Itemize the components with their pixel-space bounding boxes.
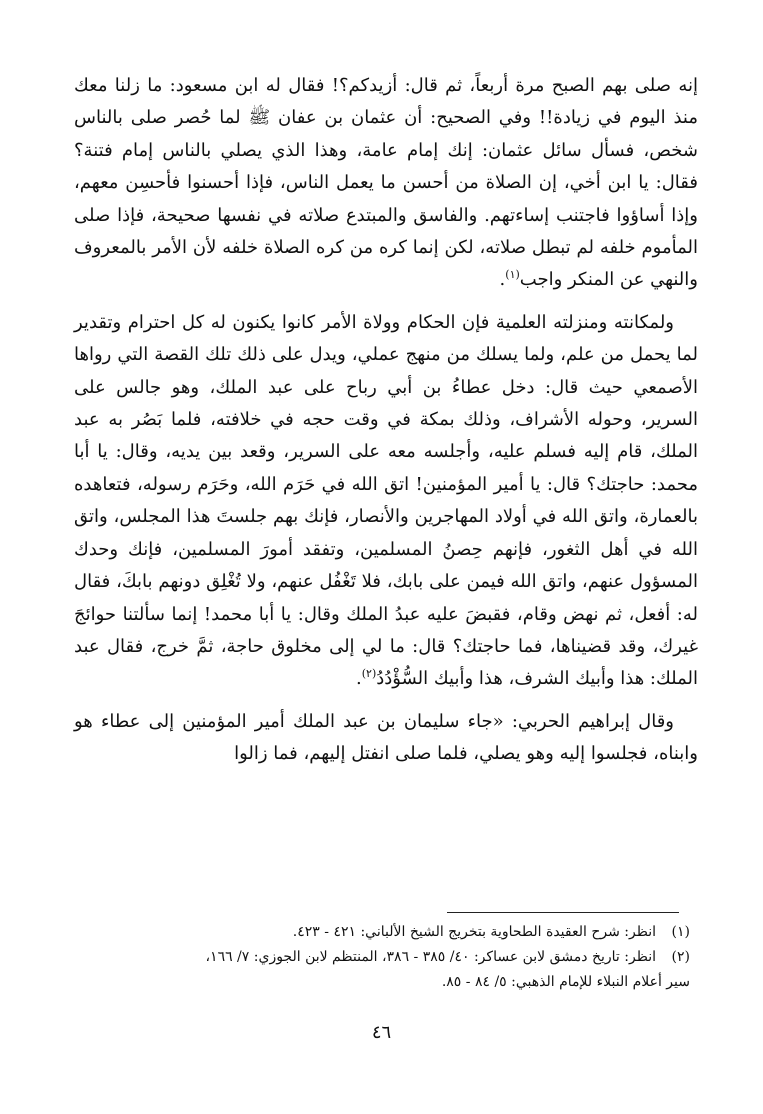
paragraph-2 bbox=[74, 307, 698, 696]
footnote-2 bbox=[90, 945, 690, 970]
paragraph-2-text: ولمكانته ومنزلته العلمية فإن الحكام وولاة الأمر كانوا يكنون له كل احترام وتقدير لما يحمل من علم، ولما يسلك من منهج عملي، ويدل على ذلك تلك القصة التي رواها الأصمعي حيث قال: دخل عطاءُ بن أبي رباح على عبد الملك، وهو جالس على السرير، وحوله الأشراف، وذلك بمكة في وقت حجه في خلافته، فلما بَصُر به عبد الملك، قام إليه فسلم عليه، وأجلسه معه على السرير، وقعد بين يديه، وقال: يا أبا محمد: حاجتك؟ قال: يا أمير المؤمنين! اتق الله في حَرَم الله، وحَرَم رسوله، فتعاهده بالعمارة، واتق الله في أولاد المهاجرين والأنصار، فإنك بهم جلستَ هذا المجلس، واتق الله في أهل الثغور، فإنهم حِصنُ المسلمين، وتفقد أمورَ المسلمين، فإنك وحدك المسؤول عنهم، واتق الله فيمن على بابك، فلا تَغْفُل عنهم، ولا تُغْلِق دونهم بابكَ، فقال له: أفعل، ثم نهض وقام، فقبضَ عليه عبدُ الملك وقال: يا أبا محمد! إنما سألتنا حوائجَ غيرك، وقد قضيناها، فما حاجتك؟ قال: ما لي إلى مخلوق حاجة، ثمَّ خرج، فقال عبد الملك: هذا وأبيك الشرف، هذا وأبيك السُّؤْدُدُ bbox=[74, 311, 698, 690]
page-number: ٤٦ bbox=[371, 1022, 392, 1043]
paragraph-1 bbox=[74, 70, 698, 297]
footnote-2-continuation: سير أعلام النبلاء للإمام الذهبي: ٥/ ٨٤ - ٨٥. bbox=[441, 974, 690, 990]
footnote-1 bbox=[90, 920, 690, 945]
paragraph-1-text: إنه صلى بهم الصبح مرة أربعاً، ثم قال: أزيدكم؟! فقال له ابن مسعود: ما زلنا معك منذ اليوم في زيادة!! وفي الصحيح: أن عثمان بن عفان ﷺ لما حُصر صلى بالناس شخص، فسأل سائل عثمان: إنك إمام عامة، وهذا الذي يصلي بالناس إمام فتنة؟ فقال: يا ابن أخي، إن الصلاة من أحسن ما يعمل الناس، فإذا أحسنوا فأحسِن معهم، وإذا أساؤوا فاجتنب إساءتهم. والفاسق والمبتدع صلاته في نفسها صحيحة، فإذا صلى المأموم خلفه لم تبطل صلاته، لكن إنما كره من كره الصلاة خلفه لأن الأمر بالمعروف والنهي عن المنكر واجب bbox=[74, 75, 698, 291]
footnote-ref-1: (١) bbox=[505, 268, 520, 282]
footnote-1-number: (١) bbox=[671, 924, 690, 940]
paragraph-2-end: . bbox=[356, 668, 362, 690]
footnote-1-text: انظر: شرح العقيدة الطحاوية بتخريج الشيخ الألباني: ٤٢١ - ٤٢٣. bbox=[292, 924, 656, 940]
footnote-ref-2: (٢) bbox=[361, 667, 377, 681]
footnotes bbox=[90, 920, 690, 995]
paragraph-1-end: . bbox=[499, 269, 506, 291]
footnote-2-number: (٢) bbox=[671, 949, 690, 965]
paragraph-3-text: وقال إبراهيم الحربي: «جاء سليمان بن عبد الملك أمير المؤمنين إلى عطاء هو وابناه، فجلسوا إليه وهو يصلي، فلما صلى انفتل إليهم، فما زالوا bbox=[74, 710, 698, 765]
paragraph-3 bbox=[74, 706, 698, 771]
footnote-divider bbox=[447, 912, 679, 913]
main-text bbox=[74, 70, 698, 771]
footnote-2-text: انظر: تاريخ دمشق لابن عساكر: ٤٠/ ٣٨٥ - ٣٨٦، المنتظم لابن الجوزي: ٧/ ١٦٦، bbox=[205, 949, 656, 965]
